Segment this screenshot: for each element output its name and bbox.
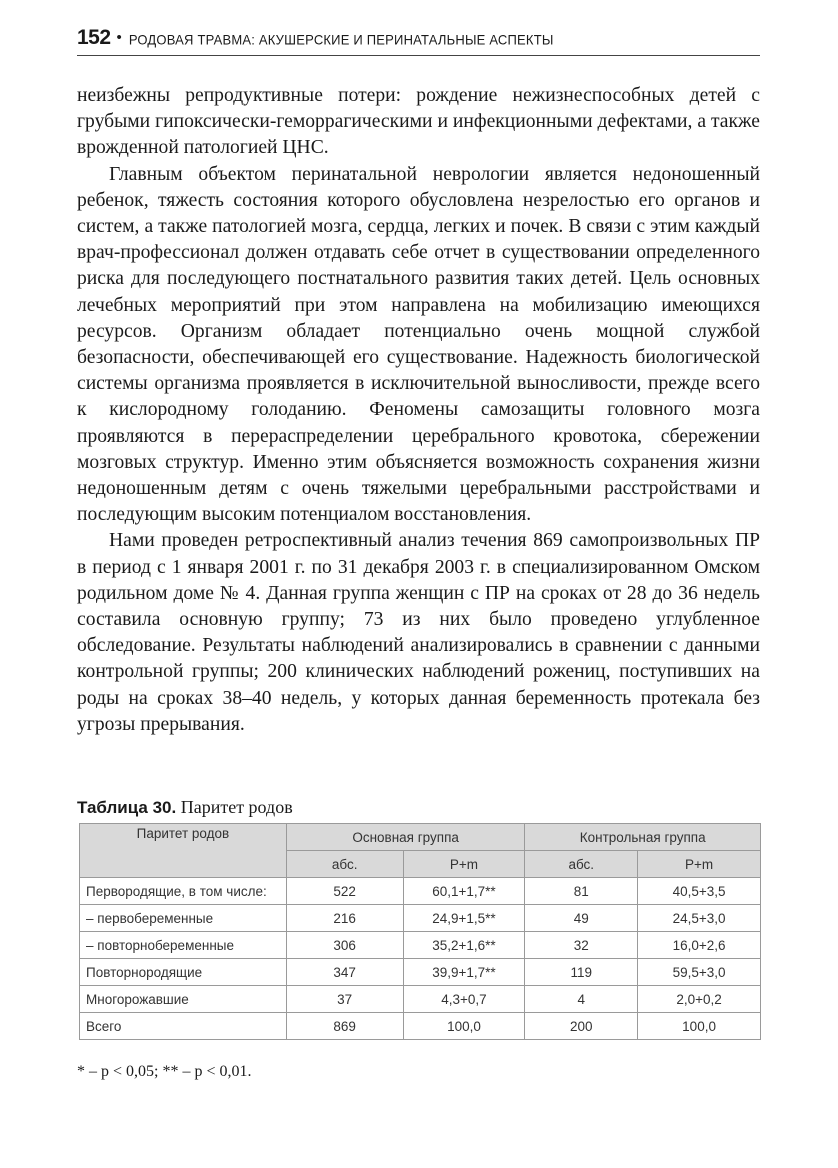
running-title: РОДОВАЯ ТРАВМА: АКУШЕРСКИЕ И ПЕРИНАТАЛЬНЫЕ АСПЕКТЫ — [128, 31, 554, 48]
row-label: Повторнородящие — [80, 959, 287, 986]
table-row — [80, 932, 761, 959]
control-pm-cell: 40,5+3,5 — [638, 878, 761, 905]
row-label: – первобеременные — [80, 905, 287, 932]
table-row — [80, 986, 761, 1013]
main-abs-cell: 347 — [286, 959, 403, 986]
header-control-pm: P+m — [638, 851, 761, 878]
table-caption-label: Таблица 30. — [77, 798, 177, 817]
main-abs-cell: 869 — [286, 1013, 403, 1040]
table-caption-title: Паритет родов — [180, 797, 293, 817]
main-pm-cell: 39,9+1,7** — [403, 959, 525, 986]
header-parity: Паритет родов — [80, 824, 287, 878]
control-pm-cell: 24,5+3,0 — [638, 905, 761, 932]
control-abs-cell: 200 — [525, 1013, 638, 1040]
control-abs-cell: 81 — [525, 878, 638, 905]
paragraph-continuation: неизбежны репродуктивные потери: рождение нежизнеспособных детей с грубыми гипоксически-геморрагическими и инфекционными дефектами, а также врожденной патологией ЦНС. — [77, 85, 760, 159]
main-abs-cell: 522 — [286, 878, 403, 905]
control-abs-cell: 49 — [525, 905, 638, 932]
header-main-group: Основная группа — [286, 824, 525, 851]
page-number: 152 — [77, 26, 111, 49]
table-row — [80, 878, 761, 905]
paragraph-analysis: Нами проведен ретроспективный анализ течения 869 самопроизвольных ПР в период с 1 января 2001 г. по 31 декабря 2003 г. в специализированном Омском родильном доме № 4. Данная группа женщин с ПР на сроках от 28 до 36 недель составила основную группу; 73 из них было проведено углубленное обследование. Результаты наблюдений анализировались в сравнении с данными контрольной группы; 200 клинических наблюдений рожениц, поступивших на роды на сроках 38–40 недель, у которых данная беременность протекала без угрозы прерывания. — [77, 530, 760, 735]
table-row — [80, 1013, 761, 1040]
control-abs-cell: 4 — [525, 986, 638, 1013]
control-pm-cell: 2,0+0,2 — [638, 986, 761, 1013]
control-abs-cell: 119 — [525, 959, 638, 986]
header-main-pm: P+m — [403, 851, 525, 878]
control-pm-cell: 59,5+3,0 — [638, 959, 761, 986]
main-pm-cell: 35,2+1,6** — [403, 932, 525, 959]
table-footnote: * – p < 0,05; ** – p < 0,01. — [77, 1063, 252, 1080]
table-caption — [77, 797, 293, 818]
body-text — [77, 83, 760, 738]
main-pm-cell: 4,3+0,7 — [403, 986, 525, 1013]
header-control-abs: абс. — [525, 851, 638, 878]
parity-table — [79, 823, 761, 1040]
paragraph-neurology: Главным объектом перинатальной неврологии является недоношенный ребенок, тяжесть состояния которого обусловлена незрелостью его органов и систем, а также патологией мозга, сердца, легких и почек. В связи с этим каждый врач-профессионал должен отдавать себе отчет в существовании определенного риска для последующего постнатального развития таких детей. Цель основных лечебных мероприятий при этом направлена на мобилизацию имеющихся ресурсов. Организм обладает потенциально очень мощной службой безопасности, обеспечивающей его существование. Надежность биологической системы организма проявляется в исключительной выносливости, прежде всего к кислородному голоданию. Феномены самозащиты головного мозга проявляются в перераспределении церебрального кровотока, сбережении мозговых структур. Именно этим объясняется возможность сохранения жизни недоношенным детям с очень тяжелыми церебральными расстройствами и последующим высоким потенциалом восстановления. — [77, 163, 760, 526]
header-bullet: • — [116, 29, 122, 46]
control-pm-cell: 16,0+2,6 — [638, 932, 761, 959]
control-abs-cell: 32 — [525, 932, 638, 959]
table-row — [80, 959, 761, 986]
row-label: Первородящие, в том числе: — [80, 878, 287, 905]
row-label: Всего — [80, 1013, 287, 1040]
main-abs-cell: 37 — [286, 986, 403, 1013]
main-abs-cell: 216 — [286, 905, 403, 932]
main-abs-cell: 306 — [286, 932, 403, 959]
running-header — [77, 26, 760, 56]
control-pm-cell: 100,0 — [638, 1013, 761, 1040]
main-pm-cell: 60,1+1,7** — [403, 878, 525, 905]
table-row — [80, 905, 761, 932]
header-control-group: Контрольная группа — [525, 824, 761, 851]
row-label: – повторнобеременные — [80, 932, 287, 959]
main-pm-cell: 100,0 — [403, 1013, 525, 1040]
header-main-abs: абс. — [286, 851, 403, 878]
row-label: Многорожавшие — [80, 986, 287, 1013]
main-pm-cell: 24,9+1,5** — [403, 905, 525, 932]
